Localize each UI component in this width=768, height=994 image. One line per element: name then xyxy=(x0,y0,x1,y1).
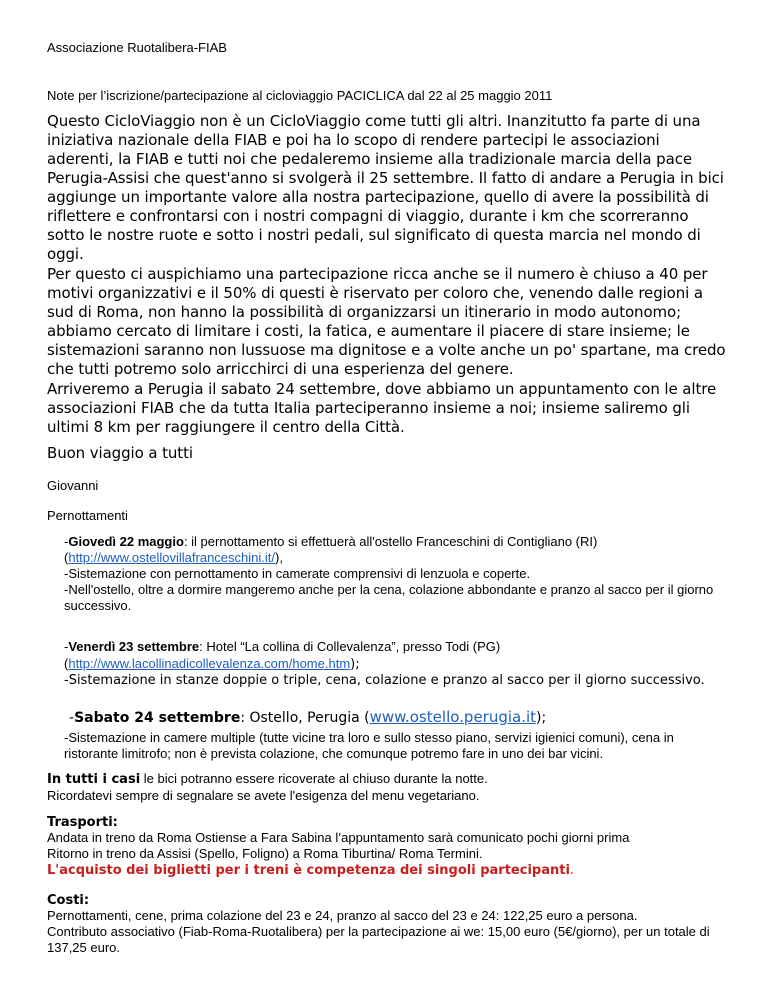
venerdi-day: Venerdì 23 settembre xyxy=(68,639,200,654)
sabato-link[interactable]: www.ostello.perugia.it xyxy=(369,708,537,726)
lodging-venerdi xyxy=(64,639,726,689)
costs-line2: Contributo associativo (Fiab-Roma-Ruotalibera) per la partecipazione ai we: 15,00 euro (5€/giorno), per un totale di 137,25 euro. xyxy=(47,924,710,955)
participation-paragraph: Per questo ci auspichiamo una partecipazione ricca anche se il numero è chiuso a 40 per motivi organizzativi e il 50% di questi è riservato per coloro che, venendo dalle regioni a sud di Roma, non hanno la possibilità di organizzarsi un itinerario in modo autonomo; abbiamo cercato di limitare i costi, la fatica, e aumentare il piacere di stare insieme; le sistemazioni saranno non lussuose ma dignitose e a volte anche un po' spartane, ma credo che tutti potremo solo arricchirci di una esperienza del genere. xyxy=(47,265,726,378)
costs-heading: Costi: xyxy=(47,893,90,908)
costs-section xyxy=(47,893,729,956)
lodging-note-line2: Ricordatevi sempre di segnalare se avete l'esigenza del menu vegetariano. xyxy=(47,788,480,803)
document-title: Note per l’iscrizione/partecipazione al cicloviaggio PACICLICA dal 22 al 25 maggio 2011 xyxy=(47,88,553,103)
sabato-line2: -Sistemazione in camere multiple (tutte vicine tra loro e sullo stesso piano, servizi igienici comuni), cena in ristorante limitrofo; non è prevista colazione, che comunque potremo fare in uno dei bar vicini. xyxy=(64,730,674,761)
transport-section xyxy=(47,815,737,879)
lodging-heading: Pernottamenti xyxy=(47,508,128,523)
arrival-paragraph: Arriveremo a Perugia il sabato 24 settembre, dove abbiamo un appuntamento con le altre associazioni FIAB che da tutta Italia parteciperanno insieme a noi; insieme saliremo gli ultimi 8 km per raggiungere il centro della Città. xyxy=(47,380,717,436)
sabato-line1: -Sabato 24 settembre: Ostello, Perugia (www.ostello.perugia.it); xyxy=(69,708,547,726)
giovedi-link-line: (http://www.ostellovillafranceschini.it/), xyxy=(64,550,283,565)
transport-line2: Ritorno in treno da Assisi (Spello, Foligno) a Roma Tiburtina/ Roma Termini. xyxy=(47,846,483,861)
giovedi-line3: -Nell'ostello, oltre a dormire mangeremo anche per la cena, colazione abbondante e pranzo al sacco per il giorno successivo. xyxy=(64,582,714,613)
lodging-note-line1: In tutti i casi le bici potranno essere ricoverate al chiuso durante la notte. xyxy=(47,771,488,787)
signature: Giovanni xyxy=(47,478,99,493)
giovedi-line2: -Sistemazione con pernottamento in camerate comprensivi di lenzuola e coperte. xyxy=(64,566,531,581)
intro-paragraph: Questo CicloViaggio non è un CicloViaggio come tutti gli altri. Inanzitutto fa parte di una iniziativa nazionale della FIAB e poi ha lo scopo di rendere partecipi le associazioni aderenti, la FIAB e tutti noi che pedaleremo insieme alla tradizionale marcia della pace Perugia-Assisi che quest'anno si svolgerà il 25 settembre. Il fatto di andare a Perugia in bici aggiunge un importante valore alla nostra partecipazione, quello di avere la possibilità di riflettere e confrontarsi con i nostri compagni di viaggio, durante i km che scorreranno sotto le nostre ruote e sotto i nostri pedali, sul significato di questa marcia nel mondo di oggi. xyxy=(47,112,724,263)
venerdi-link[interactable]: http://www.lacollinadicollevalenza.com/home.htm xyxy=(68,656,351,671)
sabato-day: Sabato 24 settembre xyxy=(74,710,241,726)
transport-line1: Andata in treno da Roma Ostiense a Fara Sabina l’appuntamento sarà comunicato pochi giorni prima xyxy=(47,830,630,845)
transport-warning-line: L'acquisto dei biglietti per i treni è competenza dei singoli partecipanti. xyxy=(47,863,575,878)
venerdi-line2: -Sistemazione in stanze doppie o triple, cena, colazione e pranzo al sacco per il giorno successivo. xyxy=(64,673,705,688)
lodging-giovedi xyxy=(64,534,726,614)
lodging-note-bold: In tutti i casi xyxy=(47,772,141,787)
venerdi-link-line: (http://www.lacollinadicollevalenza.com/home.htm); xyxy=(64,656,360,672)
lodging-sabato xyxy=(64,707,726,762)
venerdi-line1: -Venerdì 23 settembre: Hotel “La collina di Collevalenza”, presso Todi (PG) xyxy=(64,639,501,654)
lodging-note xyxy=(47,771,729,804)
greeting: Buon viaggio a tutti xyxy=(47,444,193,462)
transport-warning: L'acquisto dei biglietti per i treni è competenza dei singoli partecipanti xyxy=(47,863,570,878)
giovedi-line1: -Giovedì 22 maggio: il pernottamento si effettuerà all'ostello Franceschini di Contigliano (RI) xyxy=(64,534,598,549)
costs-line1: Pernottamenti, cene, prima colazione del 23 e 24, pranzo al sacco del 23 e 24: 122,25 euro a persona. xyxy=(47,908,638,923)
giovedi-link[interactable]: http://www.ostellovillafranceschini.it/ xyxy=(68,550,275,565)
org-header: Associazione Ruotalibera-FIAB xyxy=(47,40,227,55)
giovedi-day: Giovedì 22 maggio xyxy=(68,534,184,549)
transport-heading: Trasporti: xyxy=(47,815,118,830)
